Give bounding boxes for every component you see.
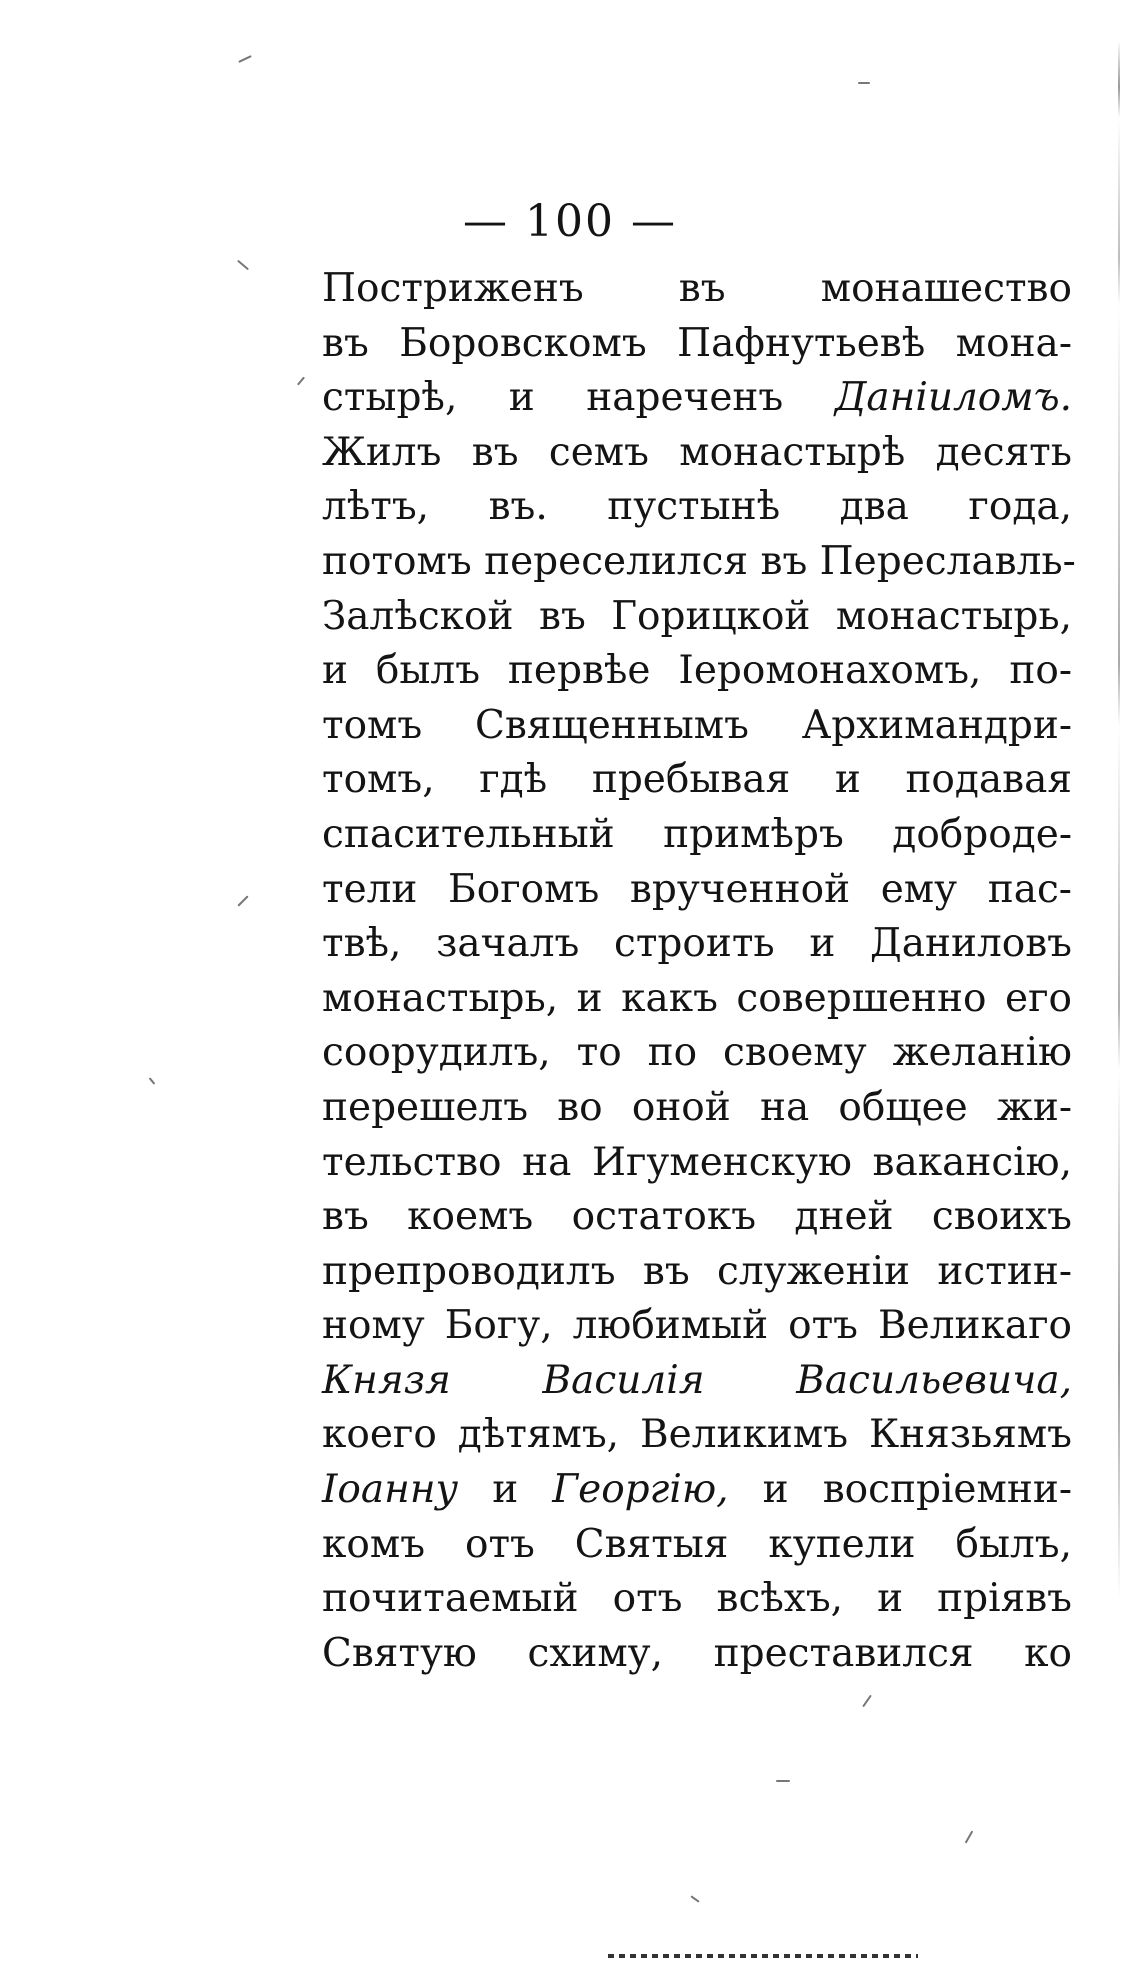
text-line-6: потомъ переселился въ Переславль- — [322, 538, 1076, 584]
text-line-23-rest: и воспріемни- — [762, 1467, 1072, 1513]
text-line-23-and: и — [492, 1467, 519, 1513]
text-line-7: Залѣской въ Горицкой монастырь, — [322, 593, 1072, 639]
text-line-4: Жилъ въ семъ монастырѣ десять — [322, 429, 1072, 475]
text-line-13: твѣ, зачалъ строить и Даниловъ — [322, 921, 1072, 967]
text-line-5: лѣтъ, въ. пустынѣ два года, — [322, 484, 1072, 530]
name-georgy: Георгію, — [552, 1467, 729, 1513]
text-line-9: томъ Священнымъ Архимандри- — [322, 702, 1072, 748]
text-line-21-name-vasily: Князя Василія Васильевича, — [322, 1357, 1072, 1403]
scan-speck — [237, 260, 249, 271]
page-number: — 100 — — [463, 196, 677, 247]
text-line-2: въ Боровскомъ Пафнутьевѣ мона- — [322, 320, 1072, 366]
scan-speck — [690, 1895, 699, 1902]
text-line-8: и былъ первѣе Іеромонахомъ, по- — [322, 648, 1072, 694]
text-line-26: Святую схиму, преставился ко — [322, 1630, 1072, 1676]
text-line-1: Постриженъ въ монашество — [322, 266, 1072, 311]
scan-speck — [297, 377, 305, 386]
text-line-11: спасительный примѣръ доброде- — [322, 811, 1072, 857]
text-line-3 — [322, 371, 1072, 426]
scan-speck — [862, 1695, 872, 1708]
scan-speck — [965, 1830, 974, 1843]
text-line-22: коего дѣтямъ, Великимъ Князьямъ — [322, 1412, 1072, 1458]
scan-speck — [237, 895, 248, 906]
text-line-25: почитаемый отъ всѣхъ, и пріявъ — [322, 1576, 1072, 1622]
text-line-14: монастырь, и какъ совершенно его — [322, 975, 1072, 1021]
text-line-19: препроводилъ въ служеніи истин- — [322, 1248, 1072, 1294]
name-daniil: Даніиломъ. — [834, 375, 1072, 421]
scan-edge-line — [1118, 40, 1120, 1600]
scan-speck — [858, 82, 870, 84]
scan-speck — [238, 55, 252, 63]
text-line-24: комъ отъ Святыя купели былъ, — [322, 1521, 1072, 1567]
text-line-17: тельство на Игуменскую вакансію, — [322, 1139, 1072, 1185]
text-line-18: въ коемъ остатокъ дней своихъ — [322, 1194, 1072, 1240]
text-line-15: соорудилъ, то по своему желанію — [322, 1030, 1072, 1076]
name-ioann: Іоанну — [322, 1467, 459, 1513]
scan-footer-dots — [608, 1954, 918, 1958]
body-text — [322, 262, 1076, 1681]
text-line-12: тели Богомъ врученной ему пас- — [322, 866, 1072, 912]
text-line-16: перешелъ во оной на общее жи- — [322, 1084, 1072, 1130]
scan-speck — [149, 1077, 156, 1084]
text-line-3-start: стырѣ, и нареченъ — [322, 375, 784, 421]
text-line-10: томъ, гдѣ пребывая и подавая — [322, 757, 1072, 803]
text-line-20: ному Богу, любимый отъ Великаго — [322, 1303, 1072, 1349]
text-line-23 — [322, 1463, 1072, 1518]
scan-speck — [776, 1780, 790, 1782]
